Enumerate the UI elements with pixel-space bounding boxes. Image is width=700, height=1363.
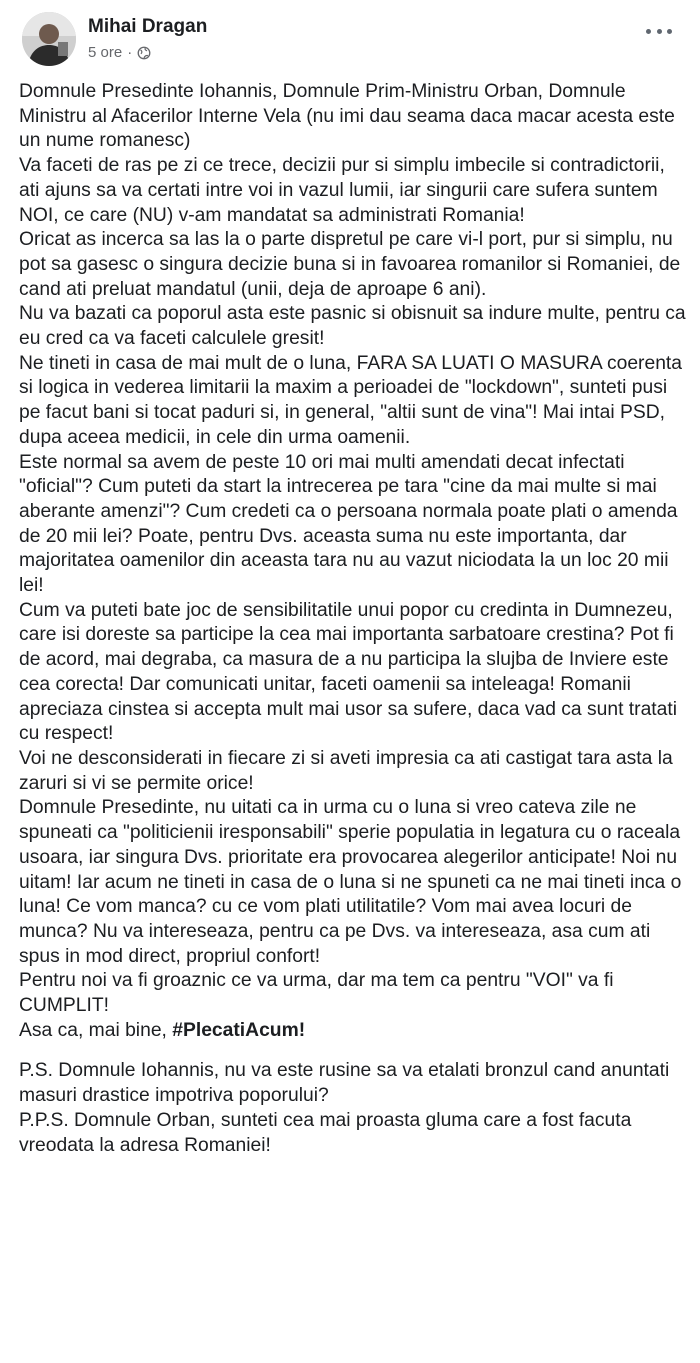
- globe-icon[interactable]: [137, 46, 151, 60]
- paragraph: Domnule Presedinte Iohannis, Domnule Prim-Ministru Orban, Domnule Ministru al Afacerilor Interne Vela (nu imi dau seama daca macar acesta este un nume romanesc): [19, 81, 675, 152]
- paragraph: Va faceti de ras pe zi ce trece, decizii pur si simplu imbecile si contradictorii, ati ajuns sa va certati intre voi in vazul lumii, iar singurii care sufera suntem NOI, ce care (NU) v-am mandatat sa administrati Romania!: [19, 155, 665, 226]
- paragraph-gap: [19, 1043, 687, 1059]
- more-dot: [646, 29, 651, 34]
- more-options-icon[interactable]: [646, 24, 672, 38]
- paragraph: Ne tineti in casa de mai mult de o luna, FARA SA LUATI O MASURA coerenta si logica in vederea limitarii la maxim a perioadei de "lockdown", sunteti pusi pe facut bani si tocat paduri si, in general, "altii sunt de vina"! Mai intai PSD, dupa aceea medicii, in cele din urma oamenii.: [19, 352, 683, 448]
- postscript: P.P.S. Domnule Orban, sunteti cea mai proasta gluma care a fost facuta vreodata la adresa Romaniei!: [19, 1109, 632, 1156]
- hashtag-link[interactable]: #PlecatiAcum!: [172, 1019, 306, 1041]
- more-dot: [657, 29, 662, 34]
- paragraph: Este normal sa avem de peste 10 ori mai multi amendati decat infectati "oficial"? Cum puteti da start la intrecerea pe tara "cine da mai multe si mai aberante amenzi"? Cum credeti ca o persoana normala poate plati o amenda de 20 mii lei? Poate, pentru Dvs. aceasta suma nu este importanta, dar majoritatea oamenilor din aceasta tara nu au vazut niciodata la un loc 20 mii lei!: [19, 451, 678, 597]
- more-dot: [667, 29, 672, 34]
- author-name[interactable]: Mihai Dragan: [88, 16, 208, 37]
- avatar[interactable]: [22, 12, 76, 66]
- post-header: [22, 10, 700, 70]
- closing-line: [19, 1019, 687, 1044]
- post-time[interactable]: 5 ore: [88, 44, 123, 61]
- closing-text: Asa ca, mai bine,: [19, 1019, 173, 1041]
- paragraph: Nu va bazati ca poporul asta este pasnic si obisnuit sa indure multe, pentru ca eu cred ca va faceti calculele gresit!: [19, 303, 686, 350]
- paragraph: Domnule Presedinte, nu uitati ca in urma cu o luna si vreo cateva zile ne spuneati ca "politicienii iresponsabili" sperie populatia in legatura cu o raceala usoara, iar singura Dvs. prioritate era provocarea alegerilor anticipate! Noi nu uitam! Iar acum ne tineti in casa de o luna si ne spuneti ca ne mai tineti inca o luna! Ce vom manca? cu ce vom plati utilitatile? Vom mai avea locuri de munca? Nu va intereseaza, pentru ca pe Dvs. va intereseaza, asa cum ati spus in mod direct, propriul confort!: [19, 797, 682, 967]
- paragraph: Oricat as incerca sa las la o parte dispretul pe care vi-l port, pur si simplu, nu pot sa gasesc o singura decizie buna si in favoarea romanilor si Romaniei, de cand ati preluat mandatul (unii, deja de aproape 6 ani).: [19, 229, 681, 300]
- profile-photo-icon: [22, 12, 76, 66]
- separator-dot: ·: [127, 44, 133, 61]
- post-body: [19, 80, 687, 1158]
- paragraph: Voi ne desconsiderati in fiecare zi si aveti impresia ca ati castigat tara asta la zaruri si vi se permite orice!: [19, 747, 673, 794]
- post-meta: [88, 44, 151, 61]
- postscript: P.S. Domnule Iohannis, nu va este rusine sa va etalati bronzul cand anuntati masuri drastice impotriva poporului?: [19, 1060, 670, 1107]
- paragraph: Cum va puteti bate joc de sensibilitatile unui popor cu credinta in Dumnezeu, care isi doreste sa participe la cea mai importanta sarbatoare crestina? Pot fi de acord, mai degraba, ca masura de a nu participa la slujba de Inviere este cea corecta! Dar comunicati unitar, faceti oamenii sa inteleaga! Romanii apreciaza cinstea si accepta mult mai usor sa sufere, daca vad ca sunt tratati cu respect!: [19, 599, 678, 745]
- paragraph: Pentru noi va fi groaznic ce va urma, dar ma tem ca pentru "VOI" va fi CUMPLIT!: [19, 970, 614, 1017]
